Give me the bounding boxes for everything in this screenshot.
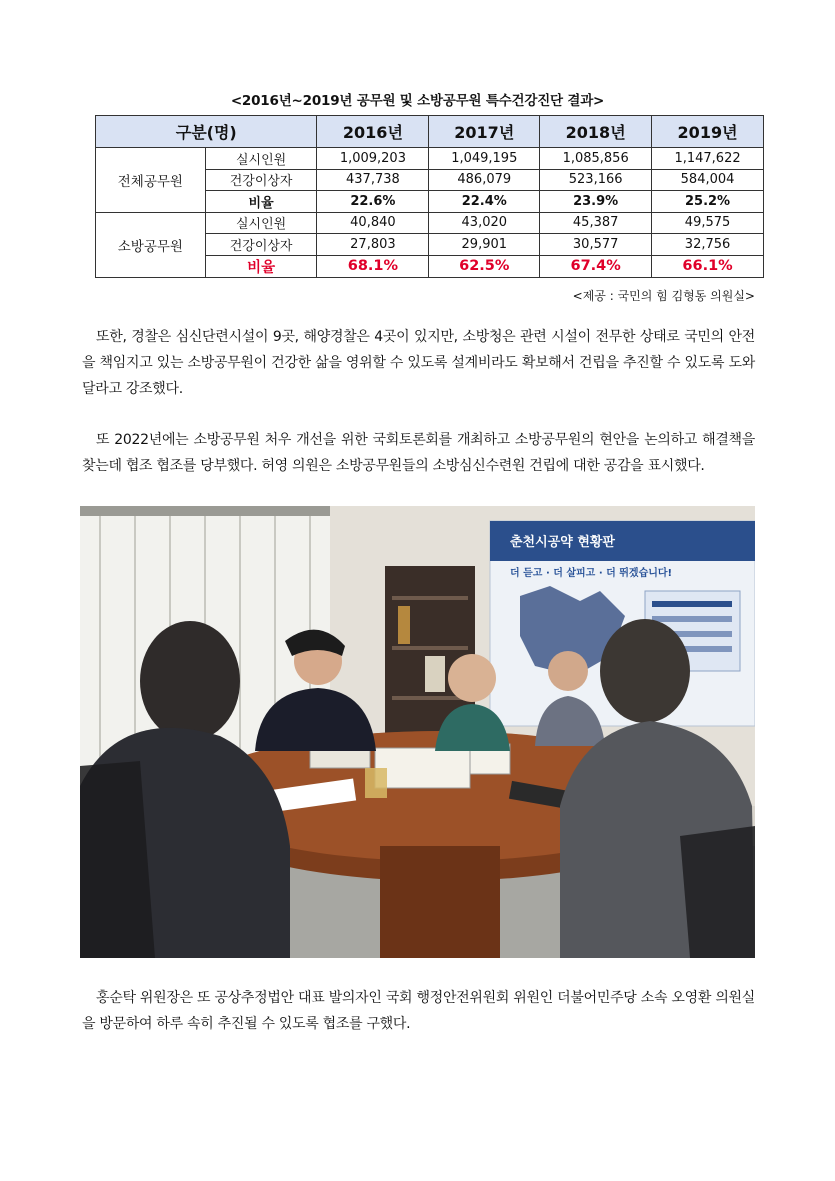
row-label: 건강이상자	[205, 169, 317, 191]
board-title: 춘천시공약 현황판	[510, 535, 615, 550]
table-source: <제공 : 국민의 힘 김형동 의원실>	[572, 289, 755, 303]
table-cell: 68.1%	[317, 255, 429, 277]
row-label: 실시인원	[205, 148, 317, 170]
row-label: 건강이상자	[205, 234, 317, 256]
table-cell: 1,085,856	[540, 148, 652, 170]
table-cell: 437,738	[317, 169, 429, 191]
table-row	[96, 148, 764, 170]
table-header-row	[96, 116, 764, 148]
meeting-photo	[80, 506, 755, 958]
table-cell: 45,387	[540, 212, 652, 234]
table-cell: 40,840	[317, 212, 429, 234]
health-exam-table	[95, 115, 764, 278]
group-label: 전체공무원	[96, 148, 206, 213]
table-cell: 66.1%	[652, 255, 764, 277]
table-cell: 22.6%	[317, 191, 429, 213]
paragraph: 또한, 경찰은 심신단련시설이 9곳, 해양경찰은 4곳이 있지만, 소방청은 관련 시설이 전무한 상태로 국민의 안전을 책임지고 있는 소방공무원이 건강한 삶을 영위할 수 있도록 설계비라도 확보해서 건립을 추진할 수 있도록 도와달라고 강조했다.	[82, 329, 755, 397]
table-caption: <2016년~2019년 공무원 및 소방공무원 특수건강진단 결과>	[230, 93, 605, 109]
header-year: 2016년	[317, 116, 429, 148]
table-cell: 27,803	[317, 234, 429, 256]
header-year: 2018년	[540, 116, 652, 148]
group-label: 소방공무원	[96, 212, 206, 277]
row-label: 비율	[205, 191, 317, 213]
table-cell: 67.4%	[540, 255, 652, 277]
table-cell: 523,166	[540, 169, 652, 191]
table-cell: 32,756	[652, 234, 764, 256]
table-cell: 29,901	[429, 234, 540, 256]
table-cell: 49,575	[652, 212, 764, 234]
table-cell: 584,004	[652, 169, 764, 191]
board-slogan: 더 듣고 · 더 살피고 · 더 뛰겠습니다!	[510, 568, 673, 579]
table-row	[96, 212, 764, 234]
paragraph: 또 2022년에는 소방공무원 처우 개선을 위한 국회토론회를 개최하고 소방공무원의 현안을 논의하고 해결책을 찾는데 협조 협조를 당부했다. 허영 의원은 소방공무원들의 소방심신수련원 건립에 대한 공감을 표시했다.	[82, 432, 755, 474]
table-cell: 43,020	[429, 212, 540, 234]
table-cell: 25.2%	[652, 191, 764, 213]
table-cell: 1,049,195	[429, 148, 540, 170]
row-label: 실시인원	[205, 212, 317, 234]
paragraph: 홍순탁 위원장은 또 공상추정법안 대표 발의자인 국회 행정안전위원회 위원인 더불어민주당 소속 오영환 의원실을 방문하여 하루 속히 추진될 수 있도록 협조를 구했다.	[82, 990, 755, 1032]
header-year: 2017년	[429, 116, 540, 148]
table-cell: 62.5%	[429, 255, 540, 277]
table-cell: 30,577	[540, 234, 652, 256]
table-cell: 486,079	[429, 169, 540, 191]
row-label: 비율	[205, 255, 317, 277]
table-cell: 1,009,203	[317, 148, 429, 170]
header-category: 구분(명)	[96, 116, 317, 148]
header-year: 2019년	[652, 116, 764, 148]
table-cell: 23.9%	[540, 191, 652, 213]
table-cell: 1,147,622	[652, 148, 764, 170]
table-cell: 22.4%	[429, 191, 540, 213]
